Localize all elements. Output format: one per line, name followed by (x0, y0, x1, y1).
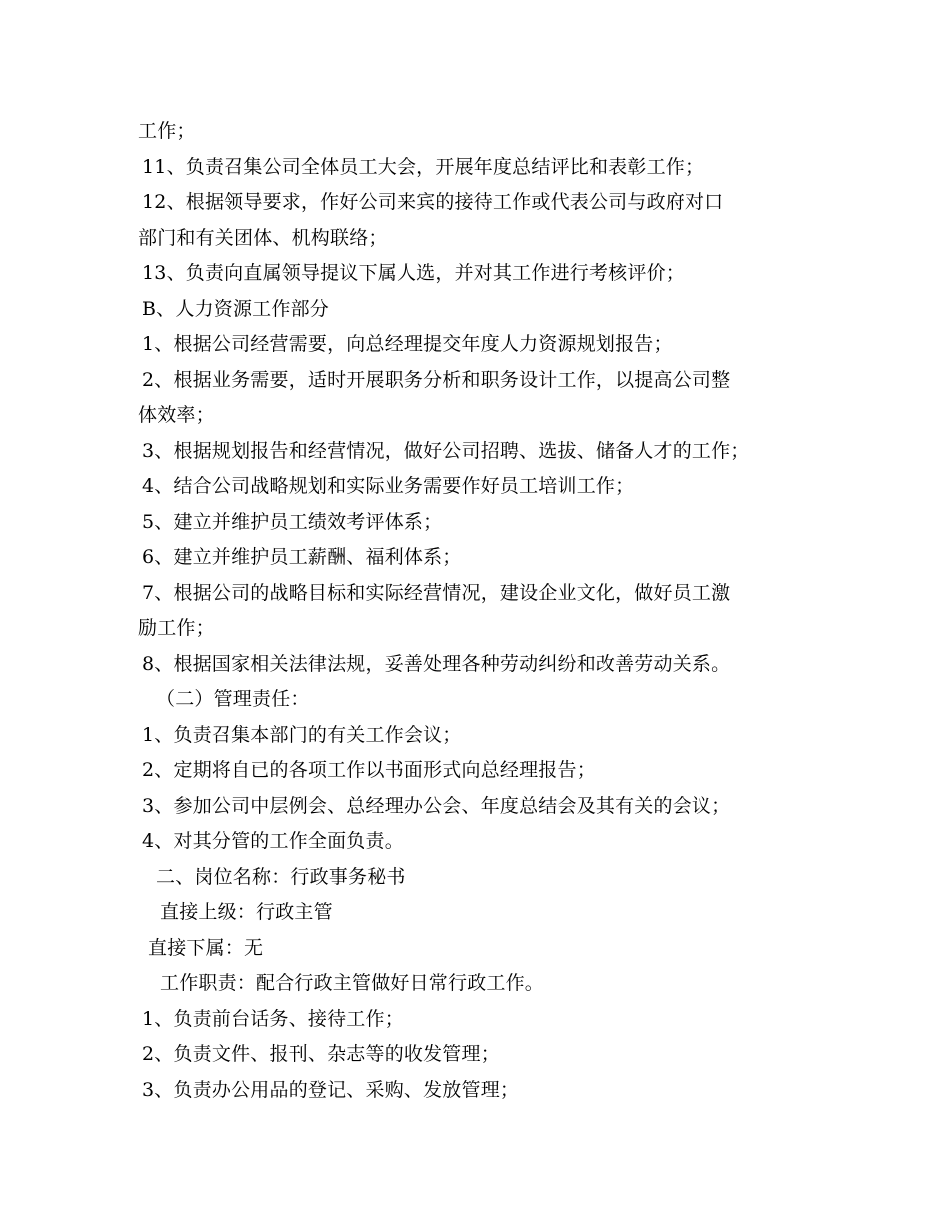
text-line: 工作； (138, 120, 196, 142)
text-line: 1、根据公司经营需要，向总经理提交年度人力资源规划报告； (142, 333, 673, 355)
section-heading: B、人力资源工作部分 (142, 297, 329, 320)
text-line: 励工作； (138, 617, 215, 639)
text-line: 1、负责召集本部门的有关工作会议； (142, 723, 462, 746)
text-line: 体效率； (138, 404, 215, 426)
text-line: 11、负责召集公司全体员工大会，开展年度总结评比和表彰工作； (142, 155, 705, 178)
text-line: 12、根据领导要求，作好公司来宾的接待工作或代表公司与政府对口 (142, 191, 724, 213)
text-line: 2、负责文件、报刊、杂志等的收发管理； (142, 1043, 500, 1065)
section-heading: （二）管理责任： (156, 688, 310, 710)
text-line: 3、负责办公用品的登记、采购、发放管理； (142, 1078, 520, 1101)
text-line: 1、负责前台话务、接待工作； (142, 1007, 404, 1030)
text-line: 直接上级：行政主管 (160, 901, 333, 923)
text-line: 直接下属：无 (148, 936, 264, 959)
text-line: 6、建立并维护员工薪酬、福利体系； (142, 546, 462, 568)
text-line: 工作职责：配合行政主管做好日常行政工作。 (160, 972, 545, 994)
text-line: 4、结合公司战略规划和实际业务需要作好员工培训工作； (142, 475, 635, 497)
text-line: 7、根据公司的战略目标和实际经营情况，建设企业文化，做好员工激 (142, 581, 731, 604)
text-line: 3、根据规划报告和经营情况，做好公司招聘、选拔、储备人才的工作； (142, 439, 750, 462)
text-line: 3、参加公司中层例会、总经理办公会、年度总结会及其有关的会议； (142, 794, 731, 817)
text-line: 4、对其分管的工作全面负责。 (142, 830, 404, 852)
document-body (138, 114, 828, 1108)
text-line: 2、定期将自已的各项工作以书面形式向总经理报告； (142, 759, 596, 781)
text-line: 部门和有关团体、机构联络； (138, 226, 388, 249)
text-line: 2、根据业务需要，适时开展职务分析和职务设计工作，以提高公司整 (142, 368, 731, 391)
text-line: 5、建立并维护员工绩效考评体系； (142, 510, 443, 533)
text-line: 8、根据国家相关法律法规，妥善处理各种劳动纠纷和改善劳动关系。 (142, 652, 731, 675)
section-heading: 二、岗位名称：行政事务秘书 (156, 865, 406, 888)
text-line: 13、负责向直属领导提议下属人选，并对其工作进行考核评价； (142, 262, 685, 284)
